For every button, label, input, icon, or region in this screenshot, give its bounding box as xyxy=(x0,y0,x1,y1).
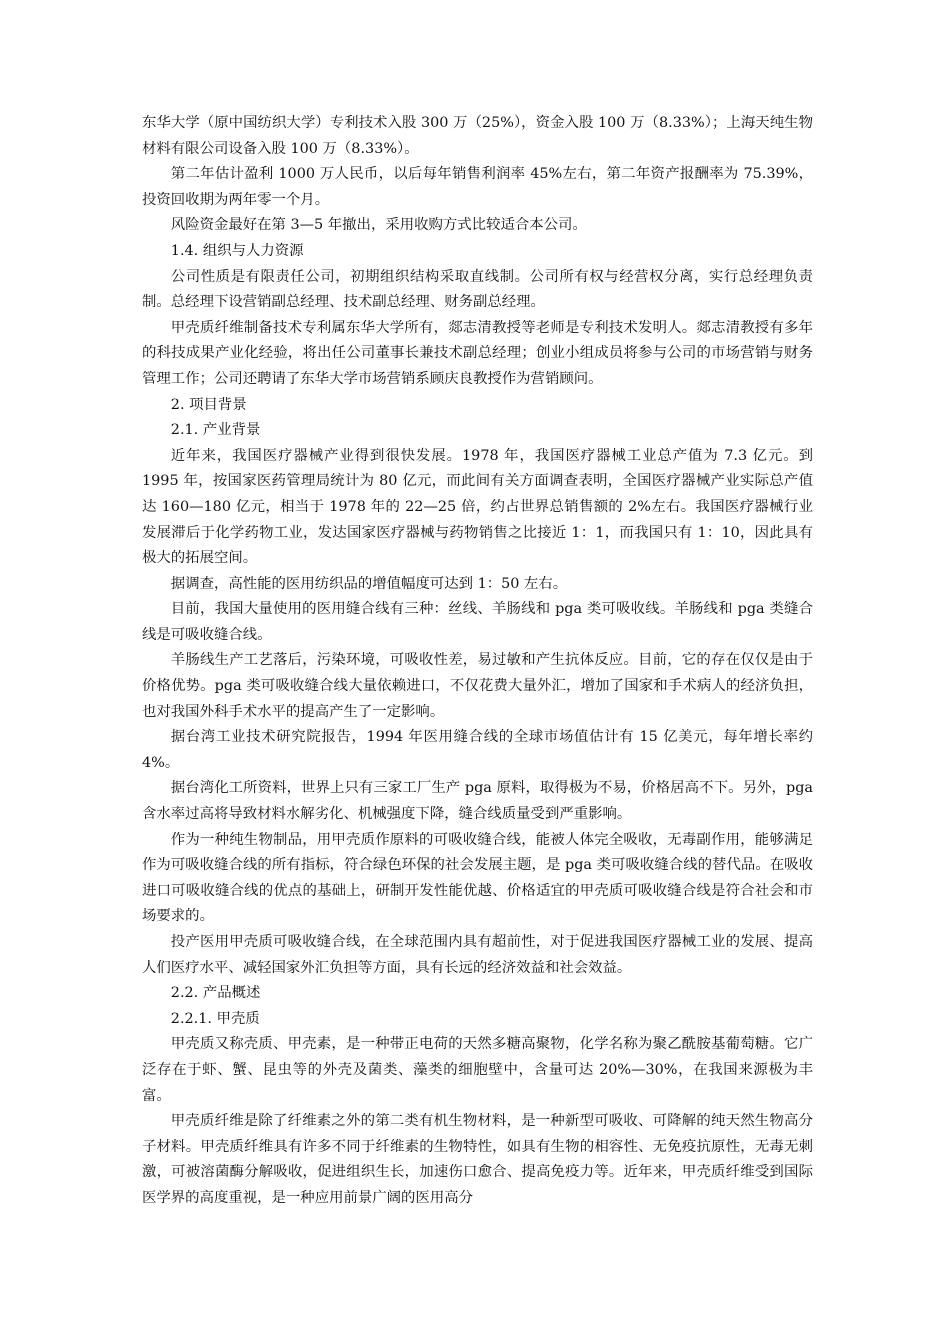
paragraph: 第二年估计盈利 1000 万人民币，以后每年销售利润率 45%左右，第二年资产报酬率为 75.39%，投资回收期为两年零一个月。 xyxy=(142,166,813,208)
paragraph: 据调查，高性能的医用纺织品的增值幅度可达到 1：50 左右。 xyxy=(170,575,568,592)
document-page xyxy=(142,111,813,1212)
paragraph: 公司性质是有限责任公司，初期组织结构采取直线制。公司所有权与经营权分离，实行总经理负责制。总经理下设营销副总经理、技术副总经理、财务副总经理。 xyxy=(142,268,813,311)
section-heading: 2.1. 产业背景 xyxy=(170,422,261,439)
paragraph: 东华大学（原中国纺织大学）专利技术入股 300 万（25%），资金入股 100 万（8.33%）；上海天纯生物材料有限公司设备入股 100 万（8.33%）。 xyxy=(142,115,813,157)
paragraph: 作为一种纯生物制品，用甲壳质作原料的可吸收缝合线，能被人体完全吸收，无毒副作用，能够满足作为可吸收缝合线的所有指标，符合绿色环保的社会发展主题，是 pga 类可吸收缝合线的替代品。在吸收进口可吸收缝合线的优点的基础上，研制开发性能优越、价格适宜的甲壳质可吸收缝合线是符合社会和市场要求的。 xyxy=(142,831,813,925)
section-heading: 1.4. 组织与人力资源 xyxy=(170,242,304,259)
paragraph: 甲壳质纤维是除了纤维素之外的第二类有机生物材料，是一种新型可吸收、可降解的纯天然生物高分子材料。甲壳质纤维具有许多不同于纤维素的生物特性，如具有生物的相容性、无免疫抗原性，无毒无刺激，可被溶菌酶分解吸收，促进组织生长，加速伤口愈合、提高免疫力等。近年来，甲壳质纤维受到国际医学界的高度重视，是一种应用前景广阔的医用高分 xyxy=(142,1113,813,1206)
paragraph: 目前，我国大量使用的医用缝合线有三种：丝线、羊肠线和 pga 类可吸收线。羊肠线和 pga 类缝合线是可吸收缝合线。 xyxy=(142,601,813,643)
paragraph: 羊肠线生产工艺落后，污染环境，可吸收性差，易过敏和产生抗体反应。目前，它的存在仅仅是由于价格优势。pga 类可吸收缝合线大量依赖进口，不仅花费大量外汇，增加了国家和手术病人的经济负担，也对我国外科手术水平的提高产生了一定影响。 xyxy=(142,652,813,720)
paragraph: 风险资金最好在第 3—5 年撤出，采用收购方式比较适合本公司。 xyxy=(170,217,587,234)
paragraph: 投产医用甲壳质可吸收缝合线，在全球范围内具有超前性，对于促进我国医疗器械工业的发展、提高人们医疗水平、减轻国家外汇负担等方面，具有长远的经济效益和社会效益。 xyxy=(142,934,813,976)
paragraph: 近年来，我国医疗器械产业得到很快发展。1978 年，我国医疗器械工业总产值为 7.3 亿元。到 1995 年，按国家医药管理局统计为 80 亿元，而此间有关方面调查表明，全国医疗器械产业实际总产值达 160—180 亿元，相当于 1978 年的 22—25 倍，约占世界总销售额的 2%左右。我国医疗器械行业发展滞后于化学药物工业，发达国家医疗器械与药物销售之比接近 1：1，而我国只有 1：10，因此具有极大的拓展空间。 xyxy=(142,447,813,567)
paragraph: 甲壳质又称壳质、甲壳素，是一种带正电荷的天然多糖高聚物，化学名称为聚乙酰胺基葡萄糖。它广泛存在于虾、蟹、昆虫等的外壳及菌类、藻类的细胞壁中，含量可达 20%—30%，在我国来源极为丰富。 xyxy=(142,1036,813,1104)
paragraph: 据台湾工业技术研究院报告，1994 年医用缝合线的全球市场值估计有 15 亿美元，每年增长率约 4%。 xyxy=(142,729,813,771)
section-heading: 2.2.1. 甲壳质 xyxy=(170,1010,260,1027)
section-heading: 2.2. 产品概述 xyxy=(170,985,261,1002)
paragraph: 据台湾化工所资料，世界上只有三家工厂生产 pga 原料，取得极为不易，价格居高不下。另外，pga 含水率过高将导致材料水解劣化、机械强度下降，缝合线质量受到严重影响。 xyxy=(142,780,813,823)
paragraph: 甲壳质纤维制备技术专利属东华大学所有，郯志清教授等老师是专利技术发明人。郯志清教授有多年的科技成果产业化经验，将出任公司董事长兼技术副总经理；创业小组成员将参与公司的市场营销与财务管理工作；公司还聘请了东华大学市场营销系顾庆良教授作为营销顾问。 xyxy=(142,319,813,387)
section-heading: 2. 项目背景 xyxy=(170,396,247,413)
